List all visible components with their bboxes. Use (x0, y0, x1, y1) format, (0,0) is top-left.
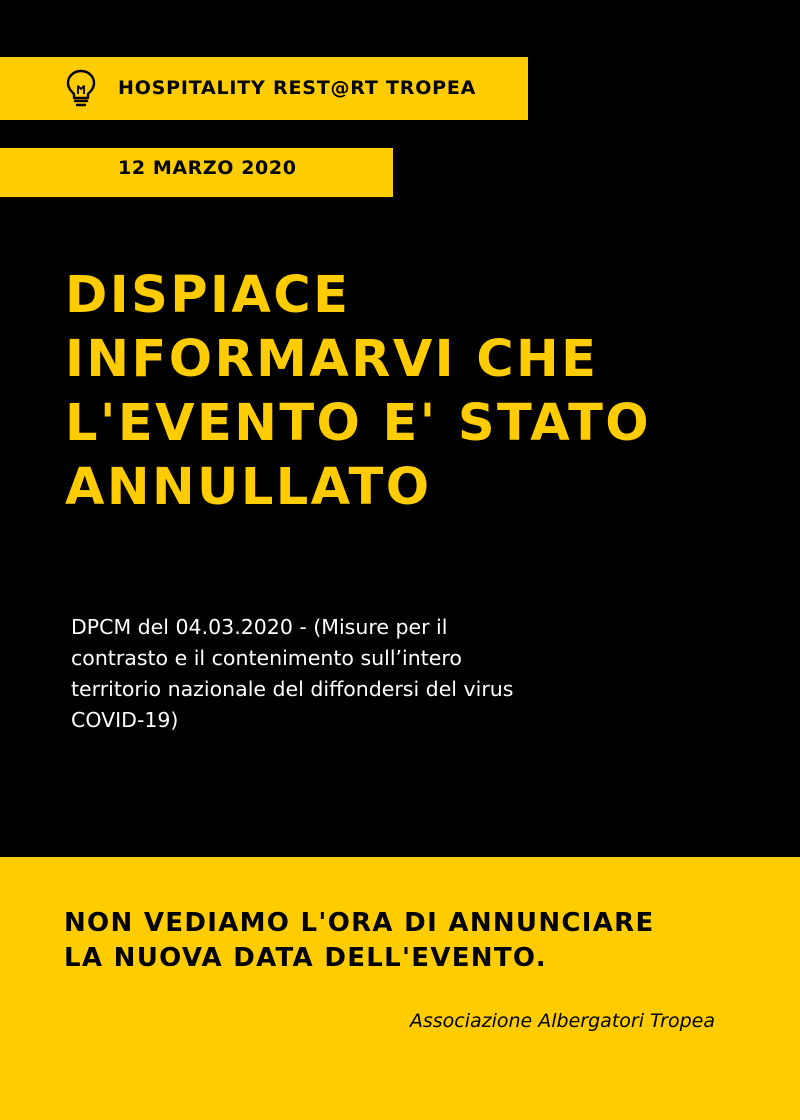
headline (65, 264, 785, 520)
headline-line: ANNULLATO (65, 458, 432, 517)
decree-line: contrasto e il contenimento sull’intero (71, 646, 462, 670)
decree-line: territorio nazionale del diffondersi del virus (71, 677, 514, 701)
date-banner (0, 148, 393, 197)
announcement-message (64, 906, 764, 976)
event-date: 12 MARZO 2020 (118, 157, 297, 179)
signature: Associazione Albergatori Tropea (409, 1010, 715, 1032)
announcement-line: NON VEDIAMO L'ORA DI ANNUNCIARE (64, 908, 655, 938)
footer-panel (0, 857, 800, 1120)
brand-name: HOSPITALITY REST@RT TROPEA (118, 77, 477, 99)
brand-banner (0, 57, 528, 120)
lightbulb-icon (64, 67, 98, 109)
headline-line: L'EVENTO E' STATO (65, 394, 652, 453)
announcement-line: LA NUOVA DATA DELL'EVENTO. (64, 943, 547, 973)
decree-line: COVID-19) (71, 708, 179, 732)
headline-line: INFORMARVI CHE (65, 330, 599, 389)
decree-note (71, 612, 571, 736)
headline-line: DISPIACE (65, 266, 351, 325)
decree-line: DPCM del 04.03.2020 - (Misure per il (71, 615, 448, 639)
